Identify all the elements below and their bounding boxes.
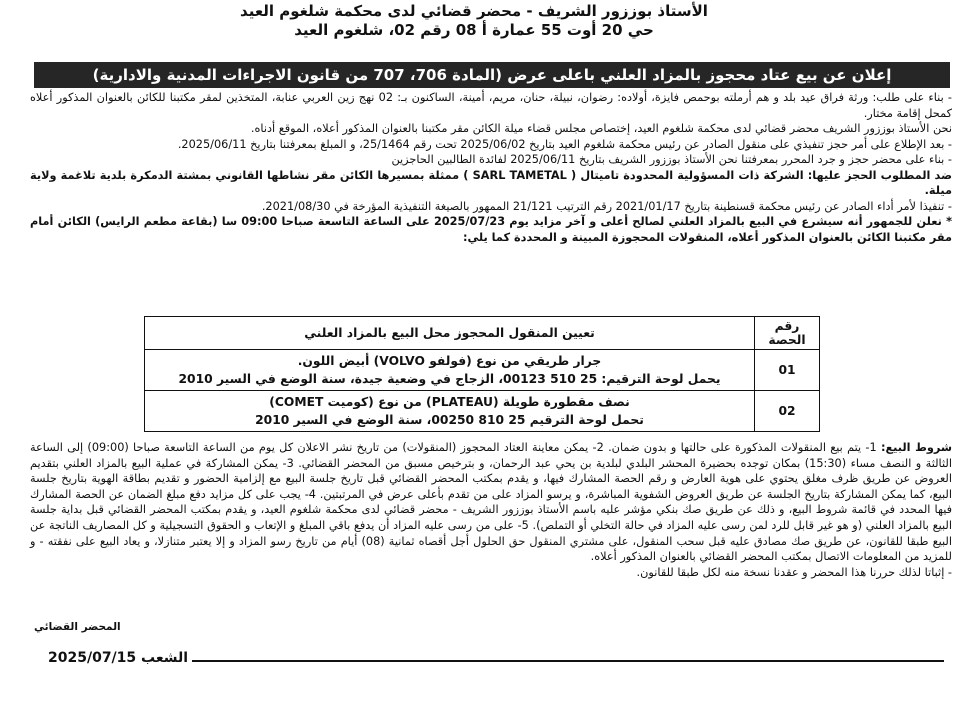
paragraph-seizure-order: - بعد الإطلاع على أمر حجز تنفيذي على منقول الصادر عن رئيس محكمة شلغوم العيد بتاريخ 2025/06/02 تحت رقم 25/1464، و المبلغ بمعرفتنا بتاريخ 2025/06/11. [177, 137, 952, 151]
sale-conditions-text: 1- يتم بيع المنقولات المذكورة على حالتها و بدون ضمان. 2- يمكن معاينة العتاد المحجوز (المنقولات) من تاريخ نشر الاعلان كل يوم من الساعة التاسعة صباحا (09:00) إلى الساعة الثالثة و النصف مساء (15:30) بمكان توجده بحضيرة المحشر البلدي لبلدية بن يحي عبد الرحمان، و بترخيص مسبق من المحضر القضائي. 3- يمكن المشاركة في عملية البيع بالمزاد العلني بتقديم العروض عن طريق ظرف مغلق يحتوي على هوية العارض و رقم الحصة المشارك فيها، و يقدم بمكتب المحضر القضائي قبل تاريخ جلسة البيع مع إلزامية الحضور و تقديم بطاقة الهوية بتاريخ جلسة البيع، كما يمكن المشاركة بتاريخ الجلسة عن طريق العروض الشفوية المباشرة، و يرسو المزاد على من تقدم بأعلى عرض في المرتبتين. 4- يجب على كل مزايد دفع مبلغ الضمان عن الحصة المشارك فيها المحدد في قائمة شروط البيع، و ذلك عن طريق صك بنكي مؤشر عليه باسم الأستاذ بوززور الشريف - محضر قضائي لدى محكمة شلغوم العيد، و يقدم بمكتب المحضر القضائي قبل بداية جلسة البيع بالمزاد العلني (و هو غير قابل للرد لمن رسى عليه المزاد في حالة التخلي أو التملص). 5- على من رسى عليه المزاد أن يدفع باقي المبلغ و الإتعاب و الحقوق التسجيلية و كل المصاريف الناتجة عن البيع طبقا للقانون، عن طريق صك مصادق عليه قبل سحب المنقول، على مشتري المنقول حق الحلول أجل أقصاه ثمانية (08) أيام من تاريخ رسو المزاد و إلا يعتبر متنازلا، و يعاد البيع على نفقته - و للمزيد من المعلومات الاتصال بمكتب المحضر القضائي بالعنوان المذكور أعلاه. [30, 441, 953, 564]
sale-conditions [30, 440, 952, 580]
seized-items-table [144, 316, 820, 432]
closing-statement: - إثباتا لذلك حررنا هذا المحضر و عقدنا نسخة منه لكل طبقا للقانون. [636, 565, 952, 579]
paragraph-inventory: - بناء على محضر حجز و جرد المحرر بمعرفتنا نحن الأستاذ بوززور الشريف بتاريخ 2025/06/11 لفائدة الطالبين الحاجزين [391, 153, 952, 166]
sale-conditions-title: شروط البيع: [880, 441, 953, 454]
lot-description-line: يحمل لوحة الترقيم: 25 510 00123، الزجاج في وضعية جيدة، سنة الوضع في السير 2010 [178, 372, 721, 386]
signature-label: المحضر القضائي [34, 621, 121, 633]
paragraph-debtor: ضد المطلوب الحجز عليها: الشركة ذات المسؤولية المحدودة تاميتال ( SARL TAMETAL ) ممثلة بمسيرها الكائن مقر نشاطها القانوني بمشتة الدمكرة بلدية تلاغمة ولاية ميلة. [30, 168, 952, 197]
footer-divider [192, 660, 944, 662]
lot-number: 02 [755, 391, 820, 432]
notice-body [30, 90, 952, 245]
lot-number: 01 [755, 350, 820, 391]
lot-description [145, 350, 755, 391]
notice-title-banner: إعلان عن بيع عتاد محجوز بالمزاد العلني باعلى عرض (المادة 706، 707 من قانون الاجراءات المدنية والادارية) [34, 62, 950, 88]
col-lot-header: رقم الحصة [755, 317, 820, 350]
paragraph-bailiff: نحن الأستاذ بوززور الشريف محضر قضائي لدى محكمة شلغوم العيد، إختصاص مجلس قضاء ميلة الكائن مقر مكتبنا بالعنوان المذكور أعلاه، الموقع أدناه. [250, 122, 952, 135]
lot-description-line: تحمل لوحة الترقيم 25 810 00250، سنة الوضع في السير 2010 [255, 413, 644, 427]
bailiff-address-line: حي 20 أوت 55 عمارة أ 08 رقم 02، شلغوم العيد [294, 21, 654, 39]
publication-date: الشعب 2025/07/15 [44, 650, 192, 666]
table-header-row [145, 317, 820, 350]
lot-description-line: جرار طريقي من نوع (فولفو VOLVO) أبيض اللون. [297, 354, 602, 368]
notice-header [164, 2, 784, 40]
table-row [145, 391, 820, 432]
lot-description-line: نصف مقطورة طويلة (PLATEAU) من نوع (كوميت COMET) [269, 395, 630, 409]
lot-description [145, 391, 755, 432]
table-row [145, 350, 820, 391]
paragraph-applicants: - بناء على طلب: ورثة فراق عيد بلد و هم أرملته بوحمص فايزة، أولاده: رضوان، نبيلة، حنان، مريم، أمينة، الساكنون بـ: 02 نهج زين العربي عنابة، المتخذين لمقر مكتبنا للكائن بالعنوان المذكور أعلاه كمحل إقامة مختار. [30, 91, 952, 120]
paragraph-payment-order: - تنفيذا لأمر أداء الصادر عن رئيس محكمة قسنطينة بتاريخ 2021/01/17 رقم الترتيب 21/121 الممهور بالصيغة التنفيذية المؤرخة في 2021/08/30. [261, 199, 952, 213]
sale-conditions-paragraph [30, 440, 952, 565]
bailiff-name-line: الأستاذ بوززور الشريف - محضر قضائي لدى محكمة شلغوم العيد [240, 2, 708, 20]
publication-footer [22, 650, 944, 672]
paragraph-auction-announcement: * نعلن للجمهور أنه سيشرع في البيع بالمزاد العلني لصالح أعلى و آخر مزايد يوم 2025/07/23 على الساعة التاسعة صباحا 09:00 سا (بقاعة مطعم الرايس) الكائن أمام مقر مكتبنا الكائن بالعنوان المذكور أعلاه، المنقولات المحجوزة المبينة و المحددة كما يلي: [30, 215, 953, 244]
col-description-header: تعيين المنقول المحجوز محل البيع بالمزاد العلني [145, 317, 755, 350]
